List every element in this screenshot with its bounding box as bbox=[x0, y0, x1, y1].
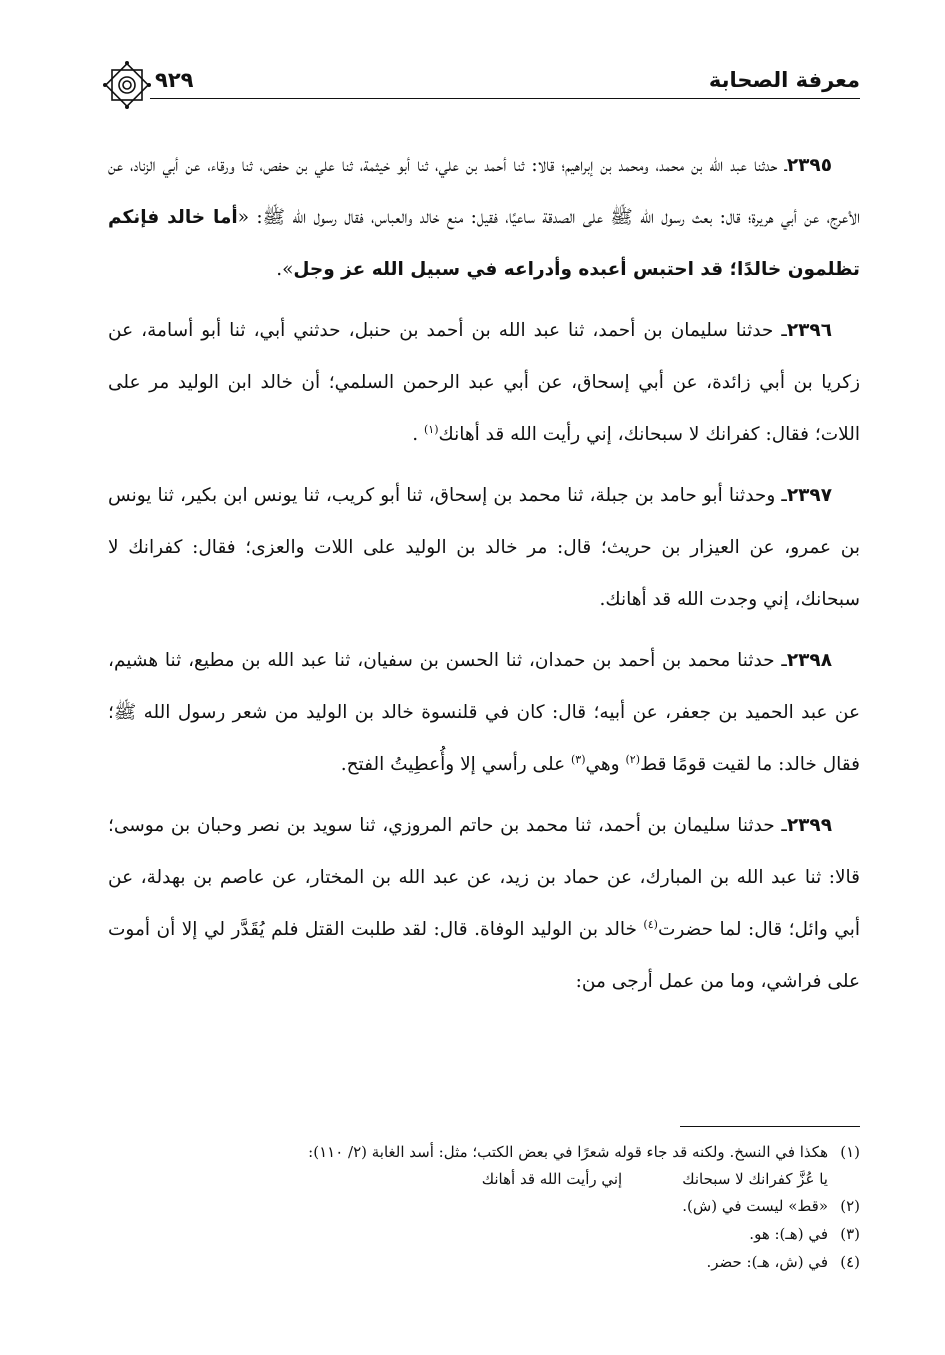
footnote-ref[interactable]: (١) bbox=[424, 422, 439, 436]
footnote-rule bbox=[680, 1126, 860, 1127]
footnote-ref[interactable]: (٤) bbox=[643, 917, 658, 931]
verse bbox=[160, 1166, 828, 1192]
header-rule bbox=[150, 98, 860, 99]
hadith-2399 bbox=[108, 800, 860, 1008]
hadith-2397 bbox=[108, 470, 860, 626]
footnote-2 bbox=[160, 1192, 860, 1220]
hadith-number: ٢٣٩٩ bbox=[786, 815, 832, 836]
prophetic-saying: أما خالد فإنكم تظلمون خالدًا؛ قد احتبس أعبده وأدراعه في سبيل الله عز وجل bbox=[108, 207, 860, 280]
footnote-ref[interactable]: (٢) bbox=[625, 752, 641, 766]
footnote-4 bbox=[160, 1248, 860, 1276]
footnote-1 bbox=[160, 1138, 860, 1166]
footnote-number: (١) bbox=[840, 1143, 860, 1161]
hadith-text: ـ حدثنا محمد بن أحمد بن حمدان، ثنا الحسن بن سفيان، ثنا عبد الله بن مطيع، ثنا هشيم، عن عبد الحميد بن جعفر، عن أبيه؛ قال: كان في قلنسوة خالد بن الوليد من شعر رسول الله ﷺ؛ فقال خالد: ما لقيت قومًا قط bbox=[108, 650, 860, 775]
page-number: ٩٢٩ bbox=[155, 68, 194, 92]
hadith-text: ـ حدثنا سليمان بن أحمد، ثنا محمد بن حاتم المروزي، ثنا سويد بن نصر وحبان بن موسى؛ قالا: ثنا عبد الله بن المبارك، عن حماد بن زيد، عن عبد الله بن المختار، عن عاصم بن بهدلة، عن أبي وائل؛ قال: لما حضرت bbox=[108, 815, 860, 940]
footnote-text: هكذا في النسخ. ولكنه قد جاء قوله شعرًا في بعض الكتب؛ مثل: أسد الغابة (٢/ ١١٠): bbox=[308, 1143, 828, 1161]
main-text bbox=[108, 140, 860, 1017]
hadith-text-end: ». bbox=[276, 259, 294, 280]
footnote-ref[interactable]: (٣) bbox=[570, 752, 586, 766]
footnotes bbox=[160, 1138, 860, 1276]
hadith-text: ـ وحدثنا أبو حامد بن جبلة، ثنا محمد بن إسحاق، ثنا أبو كريب، ثنا يونس ابن بكير، ثنا يونس بن عمرو، عن العيزار بن حريث؛ قال: مر خالد بن الوليد على اللات والعزى؛ فقال: كفرانك لا سبحانك، إني وجدت الله قد أهانك. bbox=[108, 485, 860, 610]
footnote-text: «قط» ليست في (ش). bbox=[682, 1197, 828, 1215]
book-title: معرفة الصحابة bbox=[708, 68, 860, 92]
hadith-text: خالد بن الوليد الوفاة. قال: لقد طلبت القتل فلم يُقَدَّر لي إلا أن أموت على فراشي، وما من عمل أرجى من: bbox=[108, 919, 860, 992]
verse-hemistich-2: إني رأيت الله قد أهانك bbox=[481, 1170, 623, 1188]
hadith-number: ٢٣٩٨ bbox=[786, 650, 832, 671]
ornament-icon bbox=[102, 60, 152, 110]
verse-hemistich-1: يا عُزَّ كفرانك لا سبحانك bbox=[682, 1170, 828, 1188]
hadith-2396 bbox=[108, 305, 860, 461]
hadith-text: ـ حدثنا سليمان بن أحمد، ثنا عبد الله بن أحمد بن حنبل، حدثني أبي، ثنا أبو أسامة، عن زكريا بن أبي زائدة، عن أبي إسحاق، عن أبي عبد الرحمن السلمي؛ أن خالد ابن الوليد مر على اللات؛ فقال: كفرانك لا سبحانك، إني رأيت الله قد أهانك bbox=[108, 320, 860, 445]
hadith-text: على رأسي إلا وأُعطِيتُ الفتح. bbox=[340, 754, 571, 775]
hadith-2395 bbox=[108, 140, 860, 296]
hadith-number: ٢٣٩٧ bbox=[786, 485, 832, 506]
hadith-text-end: . bbox=[412, 424, 424, 445]
hadith-2398 bbox=[108, 635, 860, 791]
footnote-number: (٣) bbox=[840, 1225, 860, 1243]
footnote-text: في (هـ): هو. bbox=[749, 1225, 828, 1243]
footnote-number: (٢) bbox=[840, 1197, 860, 1215]
footnote-number: (٤) bbox=[840, 1253, 860, 1271]
hadith-text: ـ حدثنا عبد الله بن محمد، ومحمد بن إبراهيم؛ قالا: ثنا أحمد بن علي، ثنا أبو خيثمة، ثنا علي بن حفص، ثنا ورقاء، عن أبي الزناد، عن الأعرج، عن أبي هريرة؛ قال: بعث رسول الله ﷺ على الصدقة ساعيًا، فقيل: منع خالد والعباس، فقال رسول الله ﷺ: « bbox=[108, 155, 861, 228]
hadith-number: ٢٣٩٦ bbox=[786, 320, 832, 341]
hadith-text: وهي bbox=[585, 754, 626, 775]
footnote-text: في (ش، هـ): حضر. bbox=[706, 1253, 828, 1271]
footnote-3 bbox=[160, 1220, 860, 1248]
hadith-number: ٢٣٩٥ bbox=[786, 155, 832, 176]
